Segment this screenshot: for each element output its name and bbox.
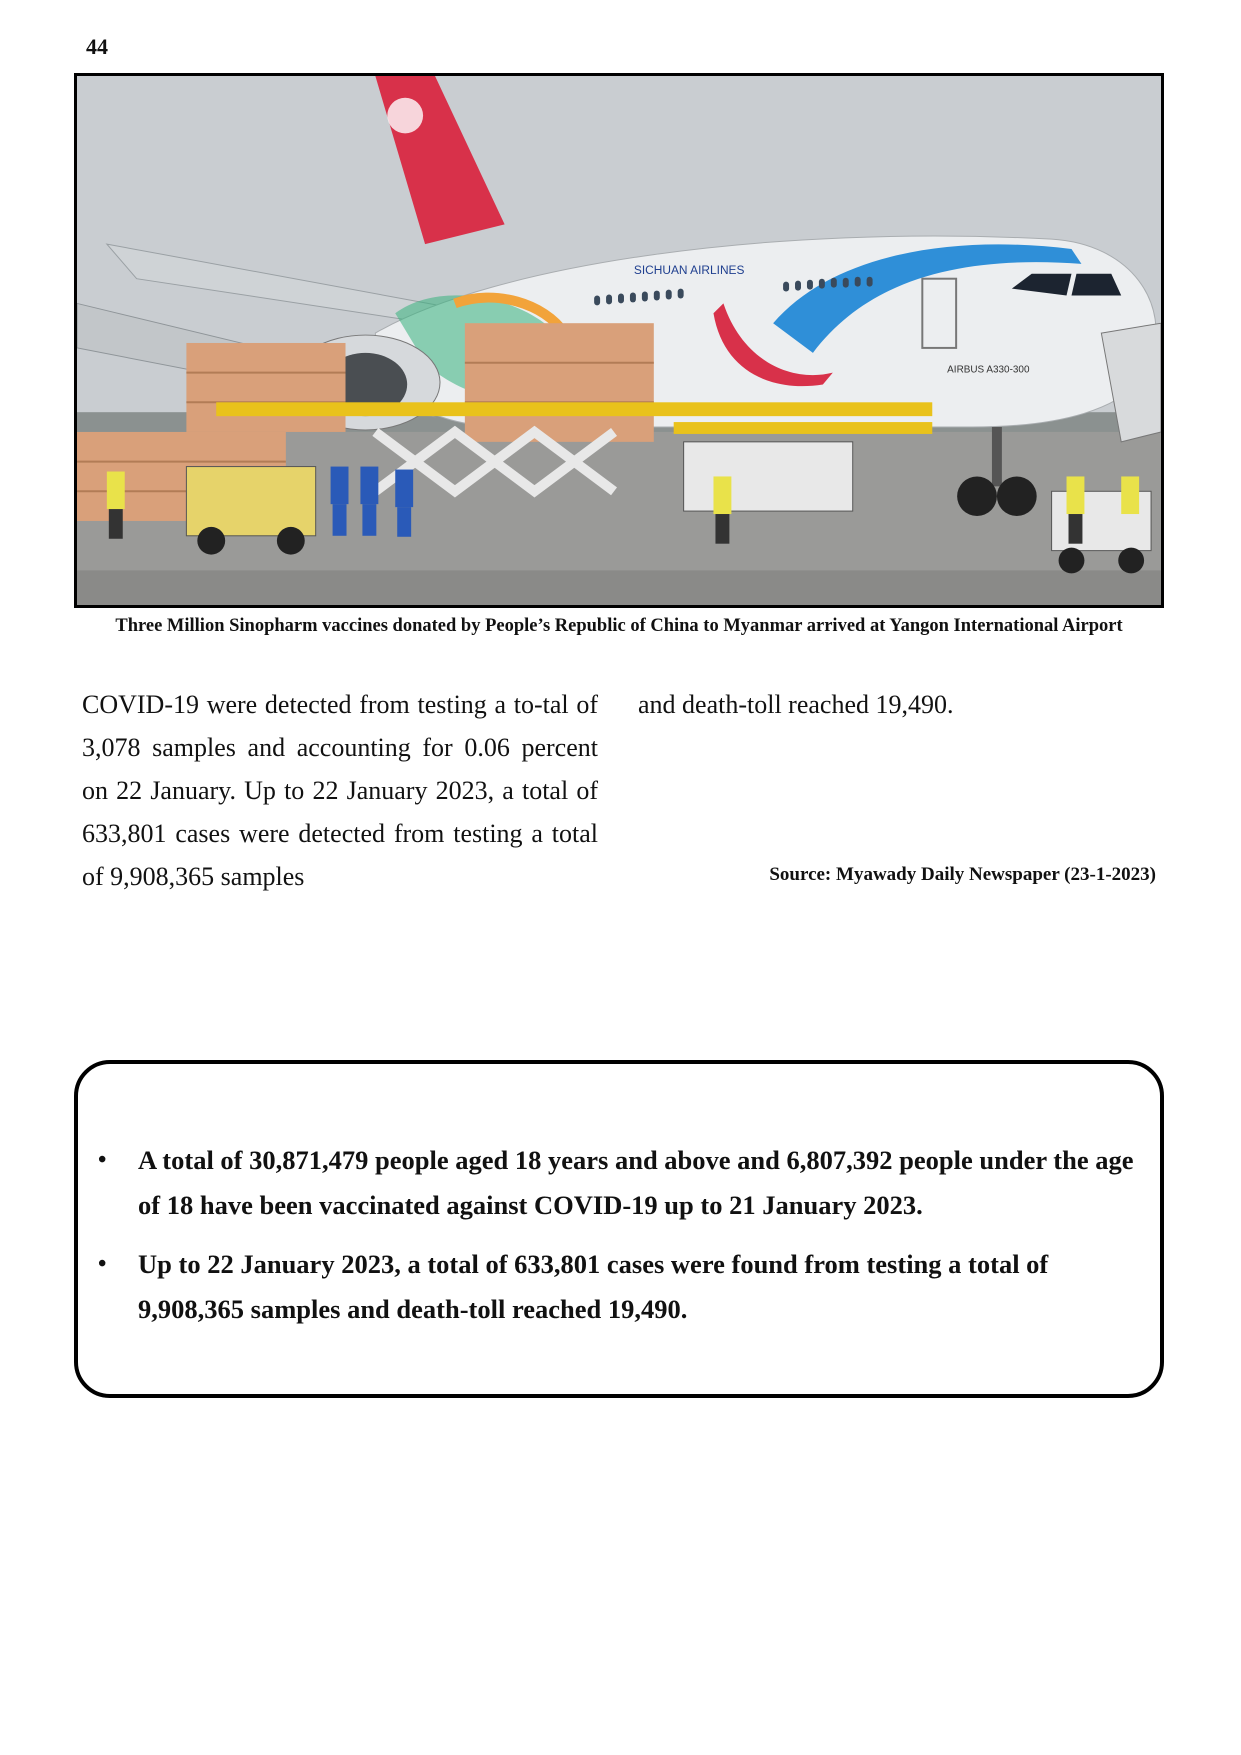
airline-text: SICHUAN AIRLINES bbox=[633, 262, 745, 277]
article-left-column: COVID-19 were detected from testing a to-tal of 3,078 samples and accounting for 0.06 percent on 22 January. Up to 22 January 2023, a total of 633,801 cases were detected from testing a total of 9,908,365 samples bbox=[82, 690, 598, 891]
summary-bullet-vaccination: • A total of 30,871,479 people aged 18 years and above and 6,807,392 people under the age of 18 have been vaccinated against COVID-19 up to 21 January 2023. bbox=[98, 1138, 1140, 1228]
source-credit: Source: Myawady Daily Newspaper (23-1-2023) bbox=[769, 864, 1156, 885]
article-right-column: and death-toll reached 19,490. bbox=[638, 690, 954, 719]
summary-box bbox=[74, 1060, 1164, 1398]
summary-list bbox=[98, 1138, 1140, 1332]
aircraft-type-text: AIRBUS A330-300 bbox=[947, 364, 1030, 376]
airport-cargo-photo bbox=[74, 73, 1164, 608]
airplane-illustration bbox=[77, 76, 1161, 605]
summary-bullet-cases: • Up to 22 January 2023, a total of 633,801 cases were found from testing a total of 9,908,365 samples and death-toll reached 19,490. bbox=[98, 1242, 1140, 1332]
page-number: 44 bbox=[86, 34, 108, 59]
photo-caption: Three Million Sinopharm vaccines donated by People’s Republic of China to Myanmar arrived at Yangon International Airport bbox=[115, 616, 1123, 636]
